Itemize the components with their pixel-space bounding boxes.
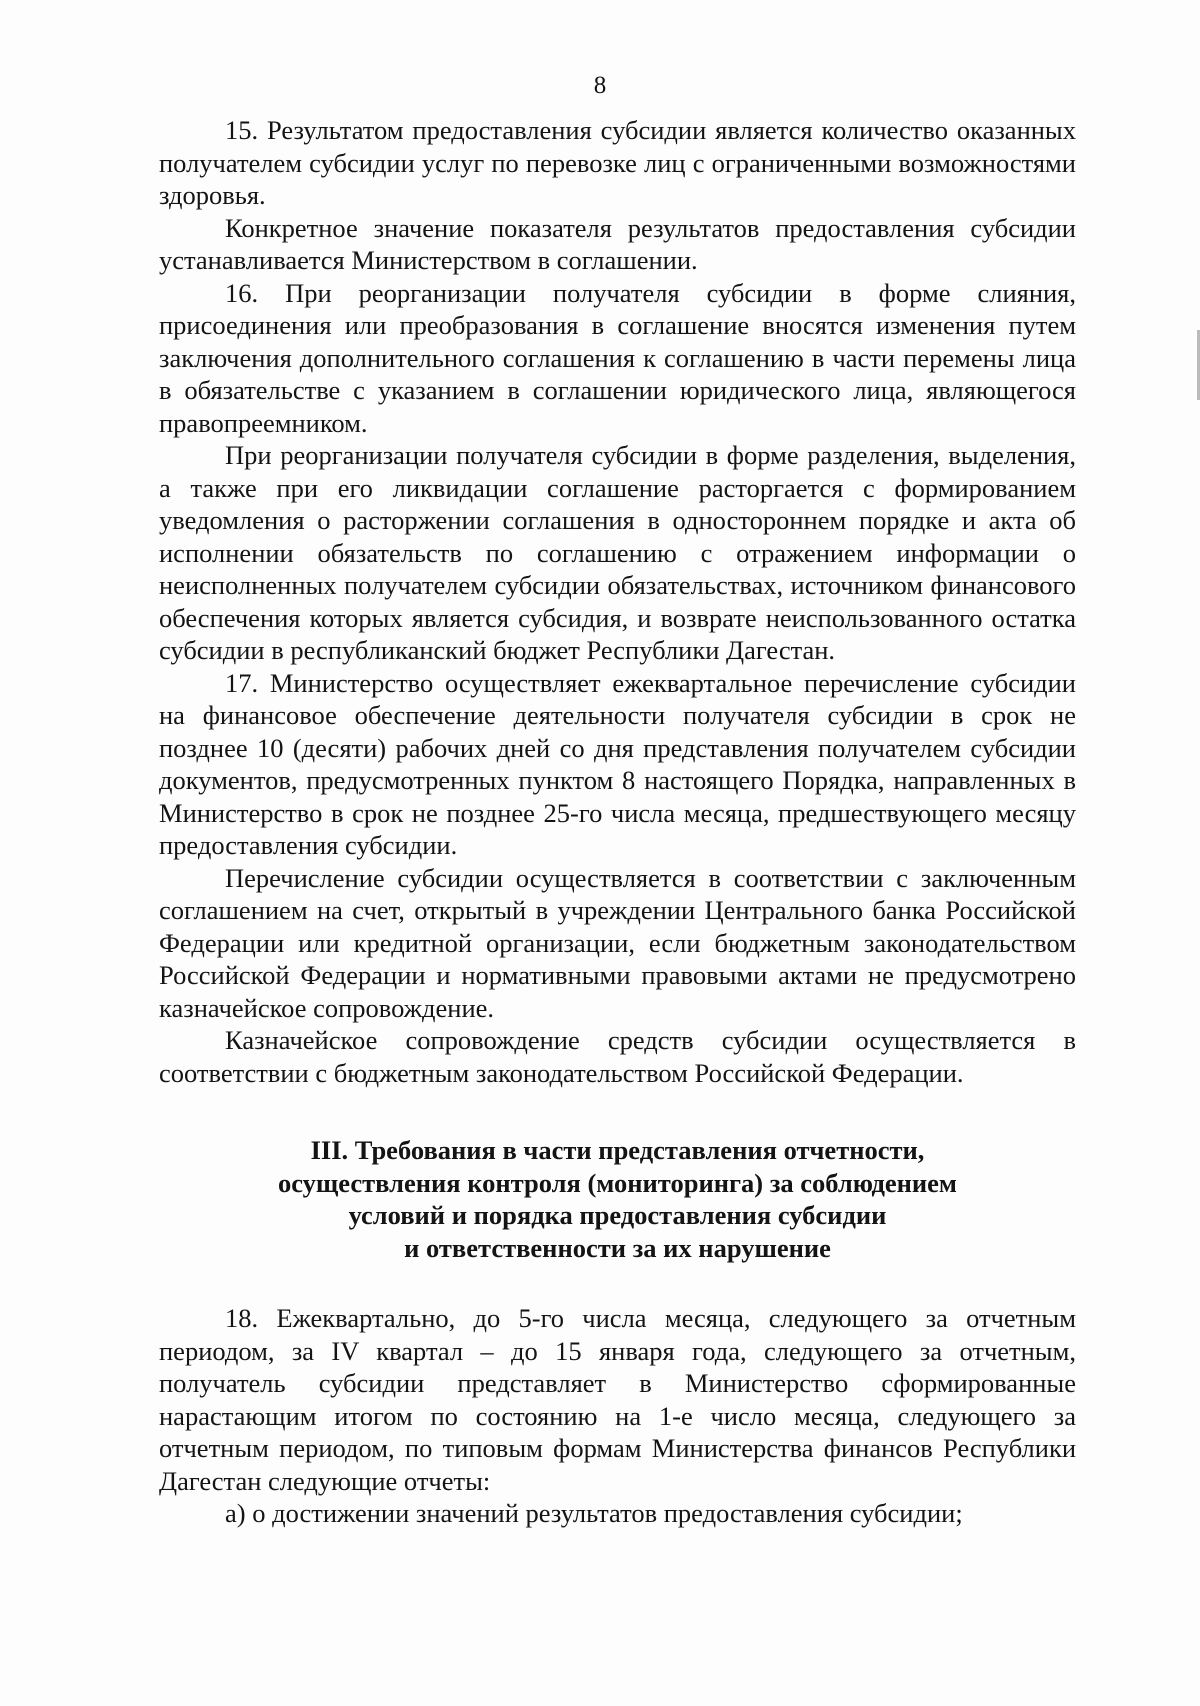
paragraph-18-a: а) о достижении значений результатов предоставления субсидии; — [225, 1498, 963, 1528]
section-heading-line: осуществления контроля (мониторинга) за соблюдением — [278, 1167, 957, 1198]
section-heading-line: III. Требования в части представления отчетности, — [310, 1135, 925, 1165]
section-heading-line: условий и порядка предоставления субсидии — [348, 1200, 887, 1230]
paragraph-15-indicator: Конкретное значение показателя результатов предоставления субсидии устанавливается Министерством в соглашении. — [159, 212, 1076, 275]
paragraph-18: 18. Ежеквартально, до 5-го числа месяца, следующего за отчетным периодом, за IV квартал – до 15 января года, следующего за отчетным, получатель субсидии представляет в Министерство сформированные нарастающим итогом по состоянию на 1-е число месяца, следующего за отчетным периодом, по типовым формам Министерства финансов Республики Дагестан следующие отчеты: — [159, 1303, 1076, 1496]
section-heading — [159, 1134, 1076, 1264]
paragraph-16-separation: При реорганизации получателя субсидии в форме разделения, выделения, а также при его ликвидации соглашение расторгается с формированием уведомления о расторжении соглашения в одностороннем порядке и акта об исполнении обязательств по соглашению с отражением информации о неисполненных получателем субсидии обязательствах, источником финансового обеспечения которых является субсидия, и возврате неиспользованного остатка субсидии в республиканский бюджет Республики Дагестан. — [159, 440, 1076, 665]
page-number: 8 — [593, 72, 607, 99]
paragraph-17: 17. Министерство осуществляет ежеквартальное перечисление субсидии на финансовое обеспечение деятельности получателя субсидии в срок не позднее 10 (десяти) рабочих дней со дня представления получателем субсидии документов, предусмотренных пунктом 8 настоящего Порядка, направленных в Министерство в срок не позднее 25-го числа месяца, предшествующего месяцу предоставления субсидии. — [159, 667, 1076, 860]
paragraph-15: 15. Результатом предоставления субсидии является количество оказанных получателем субсидии услуг по перевозке лиц с ограниченными возможностями здоровья. — [159, 115, 1076, 210]
paragraph-16: 16. При реорганизации получателя субсидии в форме слияния, присоединения или преобразования в соглашение вносятся изменения путем заключения дополнительного соглашения к соглашению в части перемены лица в обязательстве с указанием в соглашении юридического лица, являющегося правопреемником. — [159, 277, 1076, 438]
document-body — [159, 114, 1076, 1530]
section-heading-line: и ответственности за их нарушение — [404, 1232, 831, 1263]
paragraph-17-treasury: Казначейское сопровождение средств субсидии осуществляется в соответствии с бюджетным законодательством Российской Федерации. — [159, 1025, 1076, 1088]
paragraph-17-transfer: Перечисление субсидии осуществляется в соответствии с заключенным соглашением на счет, открытый в учреждении Центрального банка Российской Федерации или кредитной организации, если бюджетным законодательством Российской Федерации и нормативными правовыми актами не предусмотрено казначейское сопровождение. — [159, 862, 1076, 1023]
